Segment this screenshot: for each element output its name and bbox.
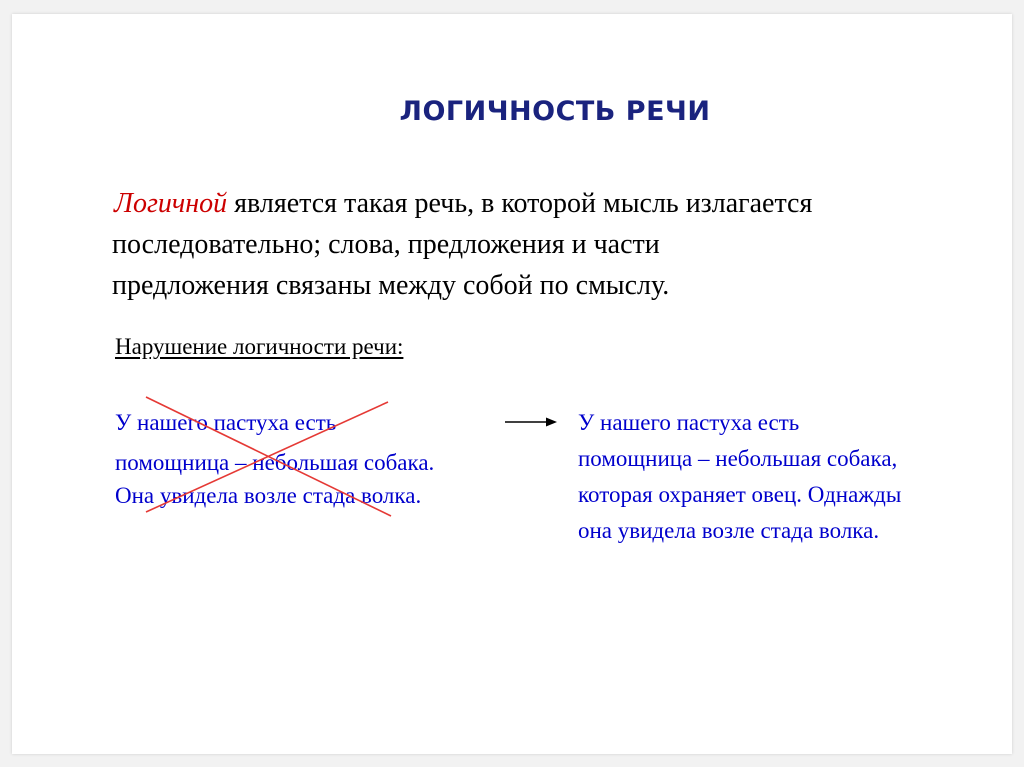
definition-text-line1: является такая речь, в которой мысль излагается [227,188,813,219]
correct-example-line: помощница – небольшая собака, [578,446,898,471]
correct-example-line: она увидела возле стада волка. [578,518,880,543]
definition-term: Логичной [114,188,228,219]
correct-example-line: У нашего пастуха есть [578,410,800,435]
page-title: ЛОГИЧНОСТЬ РЕЧИ [399,96,711,127]
right-arrow-icon [505,414,557,430]
definition-paragraph [112,183,992,306]
correct-example [578,405,998,549]
definition-text-line2: последовательно; слова, предложения и части [112,229,660,260]
cross-out-icon [138,394,398,522]
definition-text-line3: предложения связаны между собой по смыслу. [112,270,670,301]
section-label: Нарушение логичности речи: [115,334,404,359]
incorrect-example-line: У нашего пастуха есть [115,410,337,435]
correct-example-line: которая охраняет овец. Однажды [578,482,902,507]
incorrect-example-line: помощница – небольшая собака. [115,450,435,475]
incorrect-example-line: Она увидела возле стада волка. [115,483,422,508]
